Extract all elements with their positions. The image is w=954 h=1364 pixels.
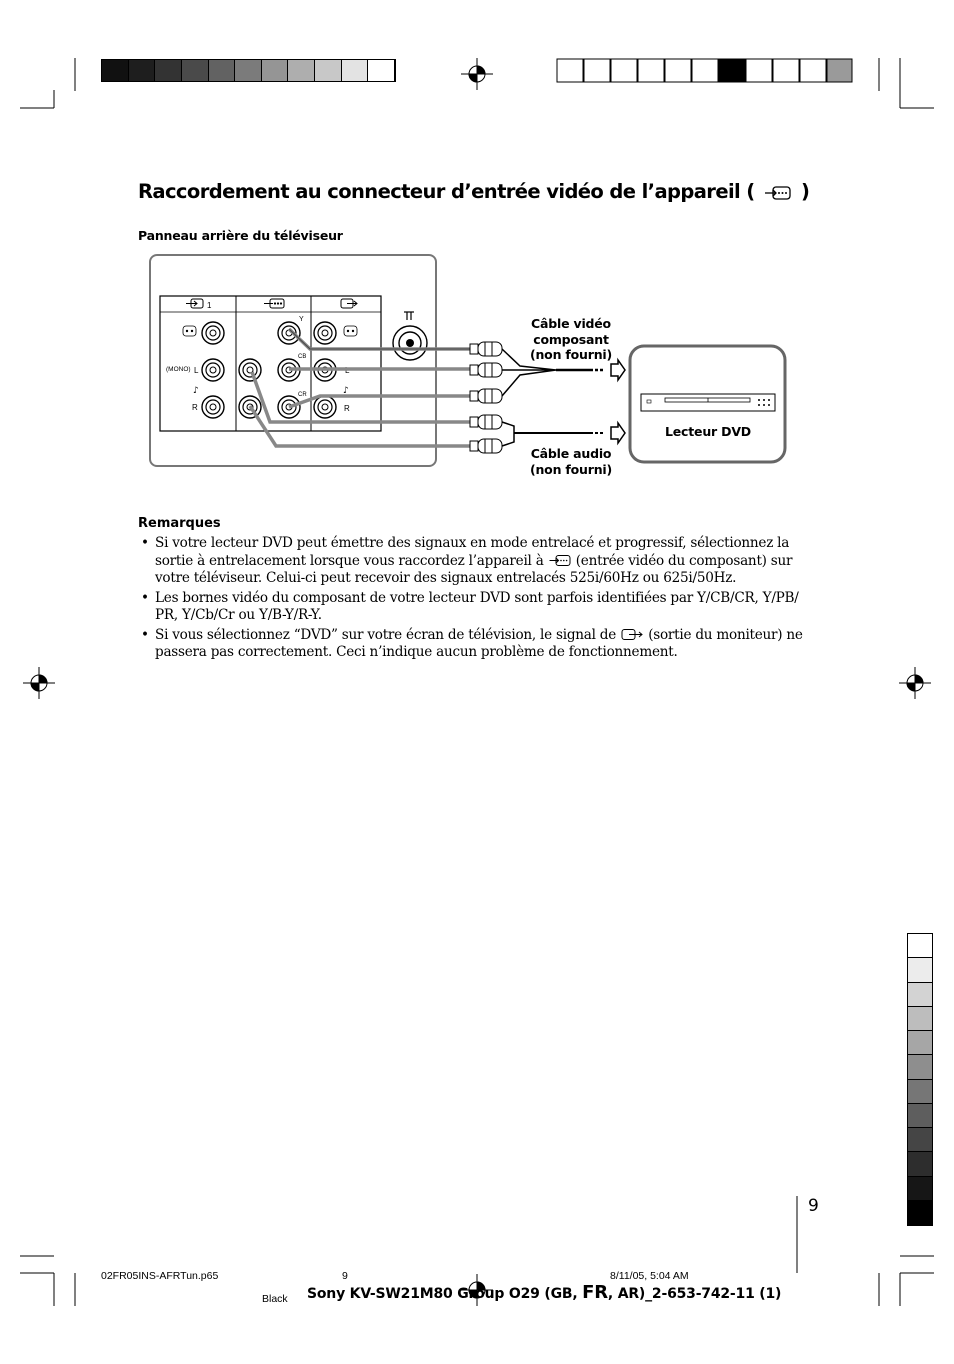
r-label: R (192, 403, 198, 412)
component-video-input-icon (549, 554, 571, 567)
color-swatch (908, 934, 932, 958)
rca-jack (314, 396, 336, 418)
audio-arrow-icon (611, 423, 625, 443)
color-swatch (908, 983, 932, 1007)
color-swatch (908, 1080, 932, 1104)
dvd-label: Lecteur DVD (665, 424, 751, 439)
video-arrow-icon (611, 360, 625, 380)
rca-jack (239, 359, 261, 381)
video-plug-icon (470, 363, 502, 377)
video-plug-icon (470, 342, 502, 356)
audio-plug-icon (470, 439, 502, 453)
color-swatch (908, 1104, 932, 1128)
audio-plug-icon (470, 415, 502, 429)
svg-text:♪: ♪ (343, 386, 349, 396)
page-number: 9 (808, 1196, 819, 1216)
rca-jack (202, 322, 224, 344)
remarks-list (139, 535, 804, 664)
input1-label: 1 (207, 301, 212, 310)
video-cable-label: Câble vidéo composant (non fourni) (529, 316, 613, 362)
remarks-heading: Remarques (138, 516, 221, 531)
color-swatch (908, 958, 932, 982)
list-item: • Les bornes vidéo du composant de votre lecteur DVD sont parfois identifiées par Y/CB/CR, Y/PB/ PR, Y/Cb/Cr ou Y/B-Y/R-Y. (141, 589, 799, 623)
footer-model: Sony KV-SW21M80 Group O29 (GB, FR, AR)_2-653-742-11 (1) (307, 1282, 782, 1303)
y-label: Y (299, 316, 304, 323)
list-item: • Si votre lecteur DVD peut émettre des signaux en mode entrelacé et progressif, sélectionnez la sortie à entrelacement lorsque vous raccordez l’appareil à (entrée vidéo du composant) sur votre téléviseur. Celui-ci peut recevoir des signaux entrelacés 525i/60Hz ou 625i/50Hz. (141, 535, 793, 586)
connection-diagram (0, 0, 954, 500)
footer-datetime: 8/11/05, 5:04 AM (610, 1270, 689, 1282)
r-label-out: R (344, 404, 350, 413)
color-swatch (908, 1031, 932, 1055)
cr-label: CR (298, 392, 307, 398)
dvd-player-icon (641, 394, 775, 411)
video-plug-icon (470, 389, 502, 403)
rca-jack (202, 359, 224, 381)
diagram-subtitle: Panneau arrière du téléviseur (138, 228, 343, 243)
audio-cable-label: Câble audio (non fourni) (529, 446, 613, 477)
monitor-output-icon (621, 628, 643, 641)
rca-jack (314, 322, 336, 344)
page-title: Raccordement au connecteur d’entrée vidéo de l’appareil ( ) (138, 180, 810, 203)
rca-jack (278, 322, 300, 344)
cb-label: CB (298, 354, 307, 360)
color-swatch (908, 1177, 932, 1201)
footer-file: 02FR05INS-AFRTun.p65 (101, 1270, 219, 1282)
color-swatch (908, 1055, 932, 1079)
l-label: L (194, 366, 199, 375)
color-swatch (908, 1152, 932, 1176)
list-item: • Si vous sélectionnez “DVD” sur votre écran de télévision, le signal de (sortie du moniteur) ne passera pas correctement. Ceci n’indique aucun problème de fonctionnement. (141, 626, 803, 660)
color-swatch (908, 1128, 932, 1152)
footer-color: Black (262, 1293, 288, 1305)
rca-jack (202, 396, 224, 418)
color-swatch (908, 1201, 932, 1225)
color-bar-side (907, 933, 933, 1226)
footer-page: 9 (342, 1270, 348, 1282)
color-swatch (908, 1007, 932, 1031)
svg-text:♪: ♪ (193, 386, 199, 396)
mono-label: (MONO) (166, 366, 191, 373)
l-label-out: L (345, 366, 350, 375)
